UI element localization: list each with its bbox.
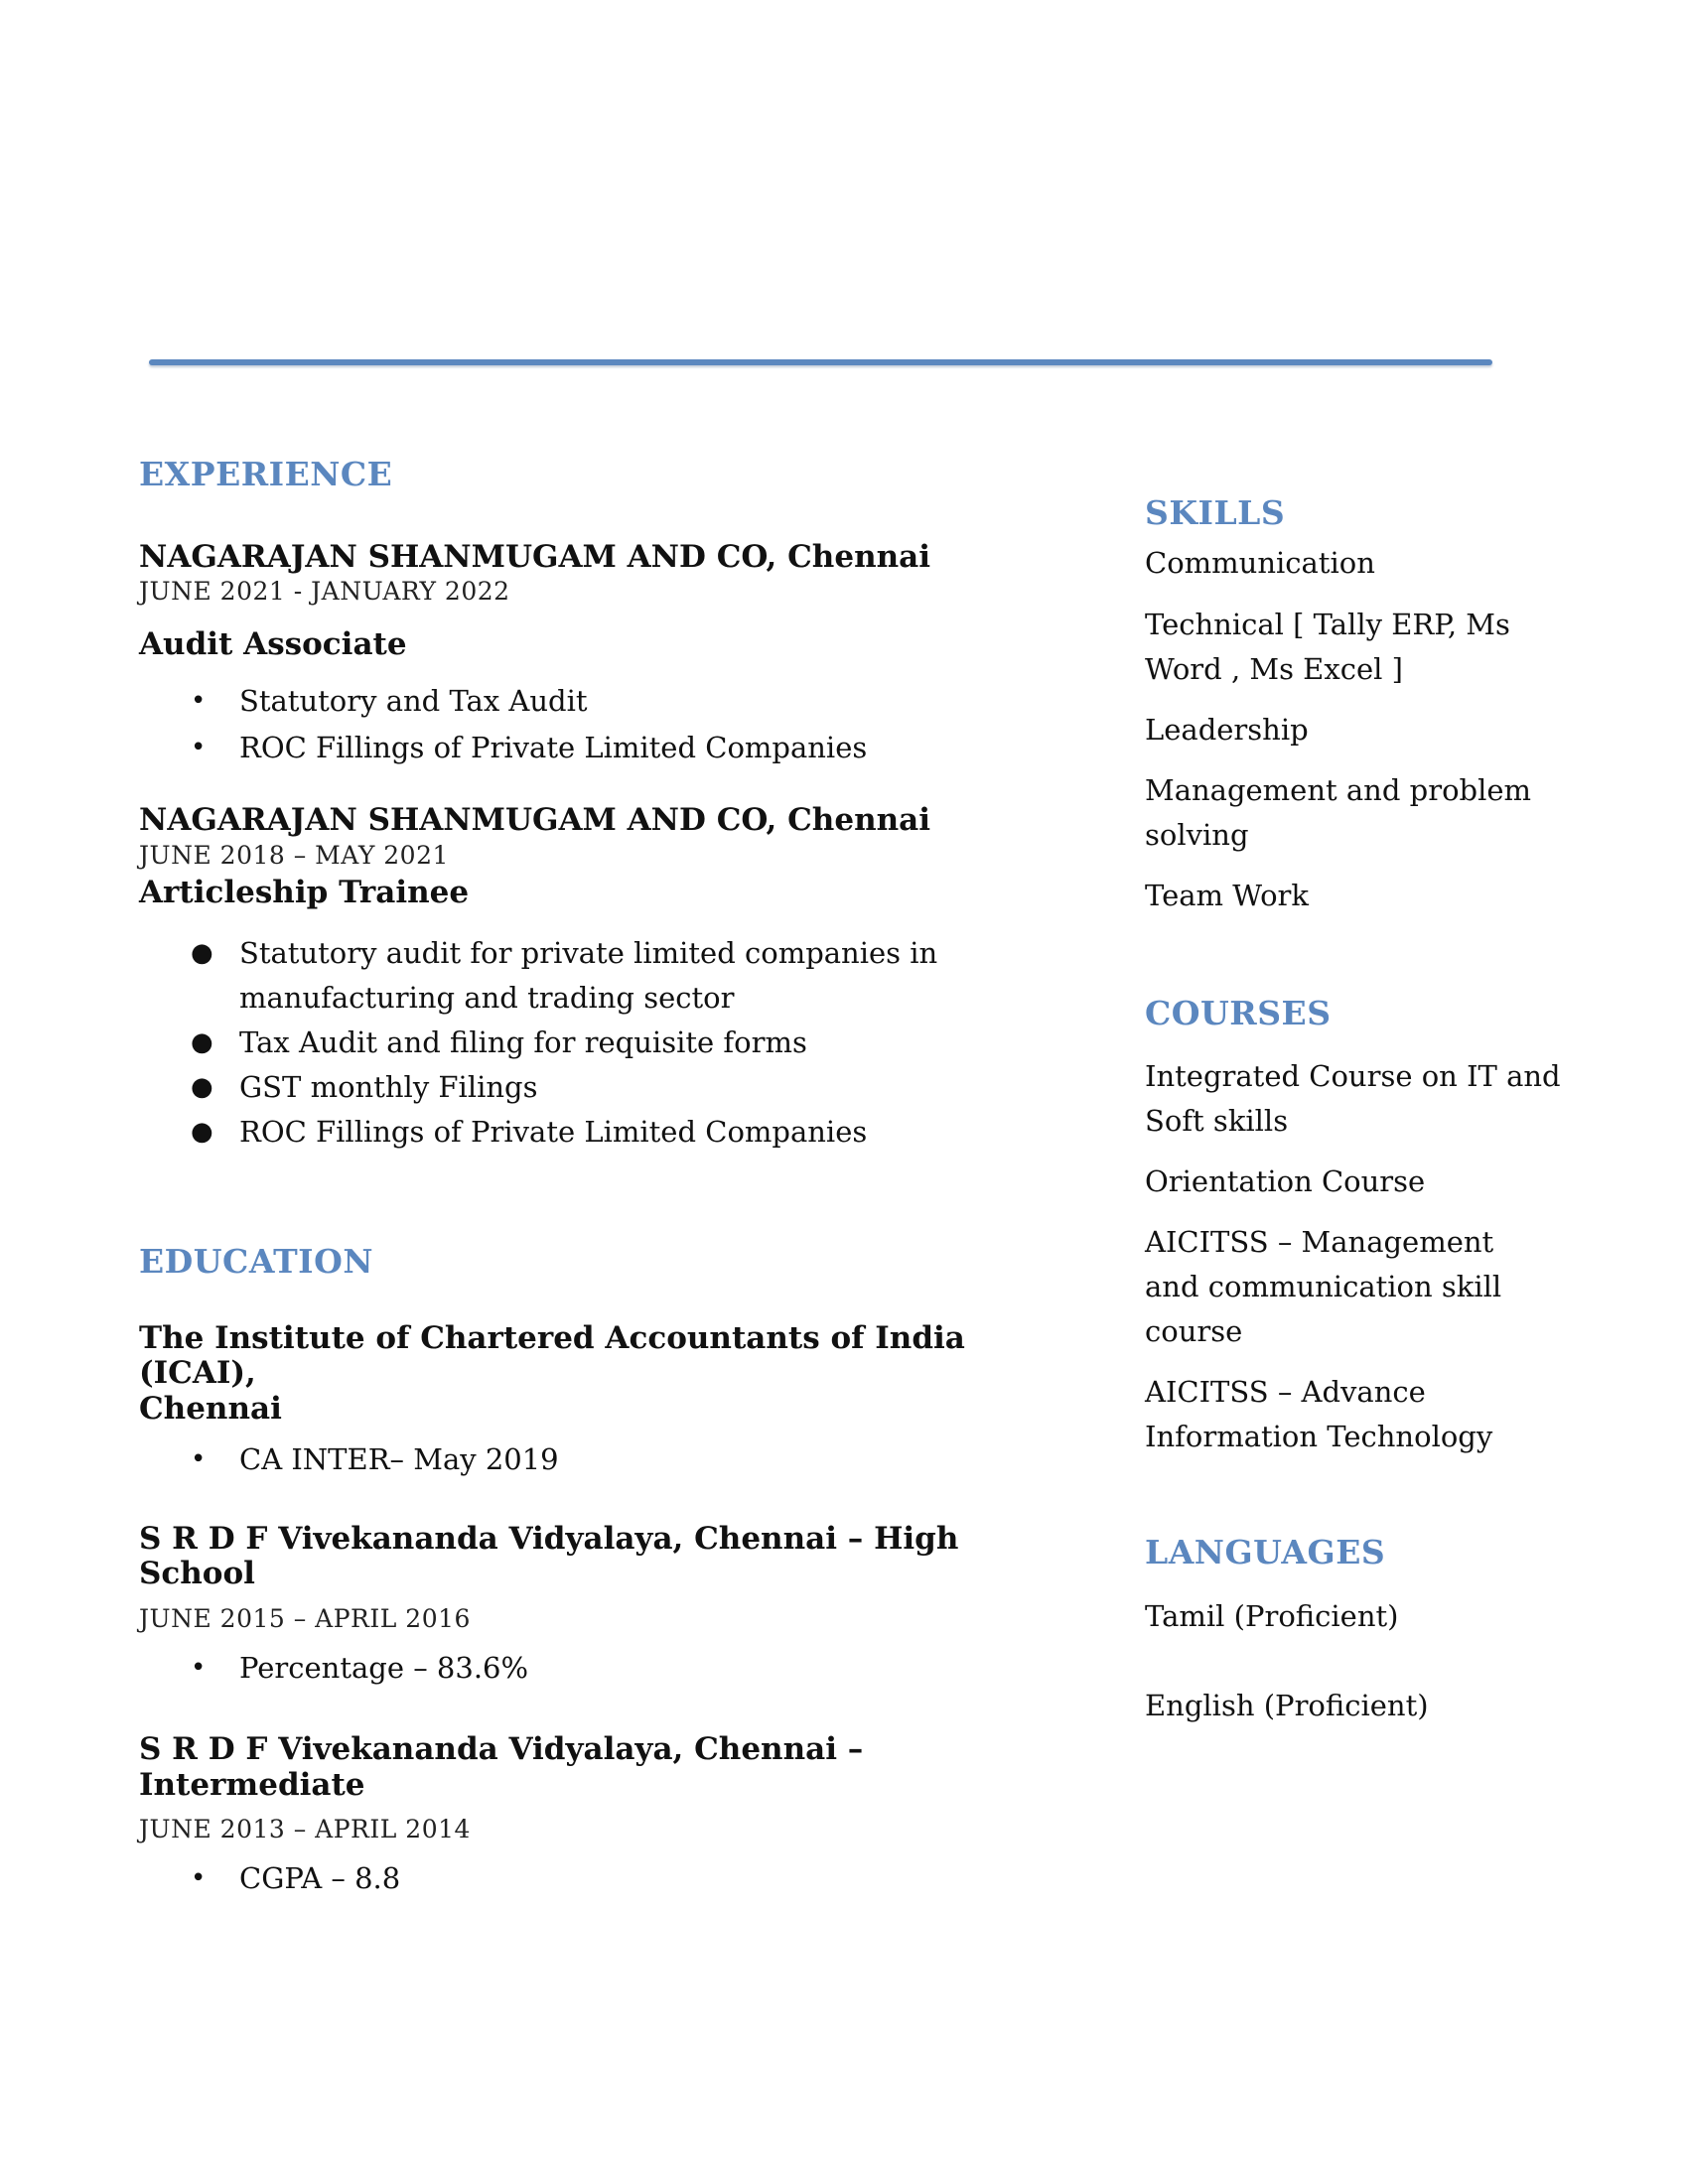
education-1-bullets xyxy=(139,1437,1053,1482)
education-2 xyxy=(139,1522,1053,1691)
list-item: ● GST monthly Filings xyxy=(139,1065,1053,1110)
education-3-dates: JUNE 2013 – APRIL 2014 xyxy=(139,1815,471,1844)
list-item: • CA INTER– May 2019 xyxy=(139,1437,1053,1482)
bullet-icon: ● xyxy=(191,1072,213,1103)
bullet-icon: • xyxy=(191,1653,207,1684)
job-1-bullets xyxy=(139,679,1053,770)
education-2-dates: JUNE 2015 – APRIL 2016 xyxy=(139,1604,471,1634)
list-item: • CGPA – 8.8 xyxy=(139,1856,1053,1901)
list-item: solving xyxy=(1145,817,1249,852)
list-item: AICITSS – Advance xyxy=(1145,1375,1426,1410)
list-item: • Percentage – 83.6% xyxy=(139,1646,1053,1691)
list-item: and communication skill xyxy=(1145,1270,1502,1304)
list-item: Orientation Course xyxy=(1145,1164,1426,1199)
bullet-icon: • xyxy=(191,1443,207,1474)
experience-heading: EXPERIENCE xyxy=(139,455,393,493)
list-item: • Statutory and Tax Audit xyxy=(139,679,1053,724)
languages-list xyxy=(1145,1594,1562,1728)
list-item: manufacturing and trading sector xyxy=(239,981,735,1016)
job-1 xyxy=(139,540,1053,771)
list-item: Technical [ Tally ERP, Ms xyxy=(1145,607,1510,641)
list-item: Management and problem xyxy=(1145,772,1532,807)
bullet-icon: ● xyxy=(191,938,213,969)
education-3-bullets xyxy=(139,1856,1053,1901)
list-item: ● Statutory audit for private limited companies in xyxy=(139,931,1053,976)
header-divider xyxy=(149,359,1492,365)
job-1-dates: JUNE 2021 - JANUARY 2022 xyxy=(139,577,510,607)
bullet-icon: • xyxy=(191,1863,207,1894)
bullet-icon: • xyxy=(191,686,207,717)
bullet-icon: ● xyxy=(191,1027,213,1058)
job-2-bullets xyxy=(139,931,1053,1155)
education-3-org: S R D F Vivekananda Vidyalaya, Chennai – Intermediate xyxy=(139,1731,864,1803)
list-item: Integrated Course on IT and xyxy=(1145,1059,1561,1094)
list-item: Communication xyxy=(1145,545,1375,580)
list-item: AICITSS – Management xyxy=(1145,1225,1494,1260)
job-2-dates: JUNE 2018 – MAY 2021 xyxy=(139,841,449,871)
courses-list xyxy=(1145,1054,1562,1459)
job-2-role: Articleship Trainee xyxy=(139,875,470,911)
list-item: English (Proficient) xyxy=(1145,1688,1429,1722)
list-item: course xyxy=(1145,1314,1243,1349)
education-2-org: S R D F Vivekananda Vidyalaya, Chennai – High School xyxy=(139,1520,959,1592)
list-item: ● Tax Audit and filing for requisite forms xyxy=(139,1021,1053,1065)
courses-heading: COURSES xyxy=(1145,993,1332,1032)
list-item: Leadership xyxy=(1145,712,1309,747)
list-item: Word , Ms Excel ] xyxy=(1145,651,1403,686)
right-column xyxy=(1145,493,1562,1728)
job-2 xyxy=(139,803,1053,1155)
left-column xyxy=(139,455,1053,1901)
job-1-org: NAGARAJAN SHANMUGAM AND CO, Chennai xyxy=(139,538,931,575)
bullet-icon: • xyxy=(191,733,207,763)
list-item: Team Work xyxy=(1145,878,1309,912)
education-heading: EDUCATION xyxy=(139,1242,374,1282)
list-item: Tamil (Proficient) xyxy=(1145,1598,1399,1633)
education-3 xyxy=(139,1732,1053,1901)
education-1 xyxy=(139,1321,1053,1482)
bullet-icon: ● xyxy=(191,1117,213,1148)
languages-heading: LANGUAGES xyxy=(1145,1533,1386,1572)
education-2-bullets xyxy=(139,1646,1053,1691)
education-1-org: The Institute of Chartered Accountants of India (ICAI), Chennai xyxy=(139,1319,965,1428)
job-2-org: NAGARAJAN SHANMUGAM AND CO, Chennai xyxy=(139,802,931,839)
list-item: • ROC Fillings of Private Limited Companies xyxy=(139,726,1053,770)
list-item: Information Technology xyxy=(1145,1420,1493,1454)
skills-heading: SKILLS xyxy=(1145,493,1286,532)
skills-list xyxy=(1145,541,1562,918)
job-1-role: Audit Associate xyxy=(139,626,407,663)
list-item: Soft skills xyxy=(1145,1104,1289,1139)
list-item: ● ROC Fillings of Private Limited Companies xyxy=(139,1110,1053,1155)
